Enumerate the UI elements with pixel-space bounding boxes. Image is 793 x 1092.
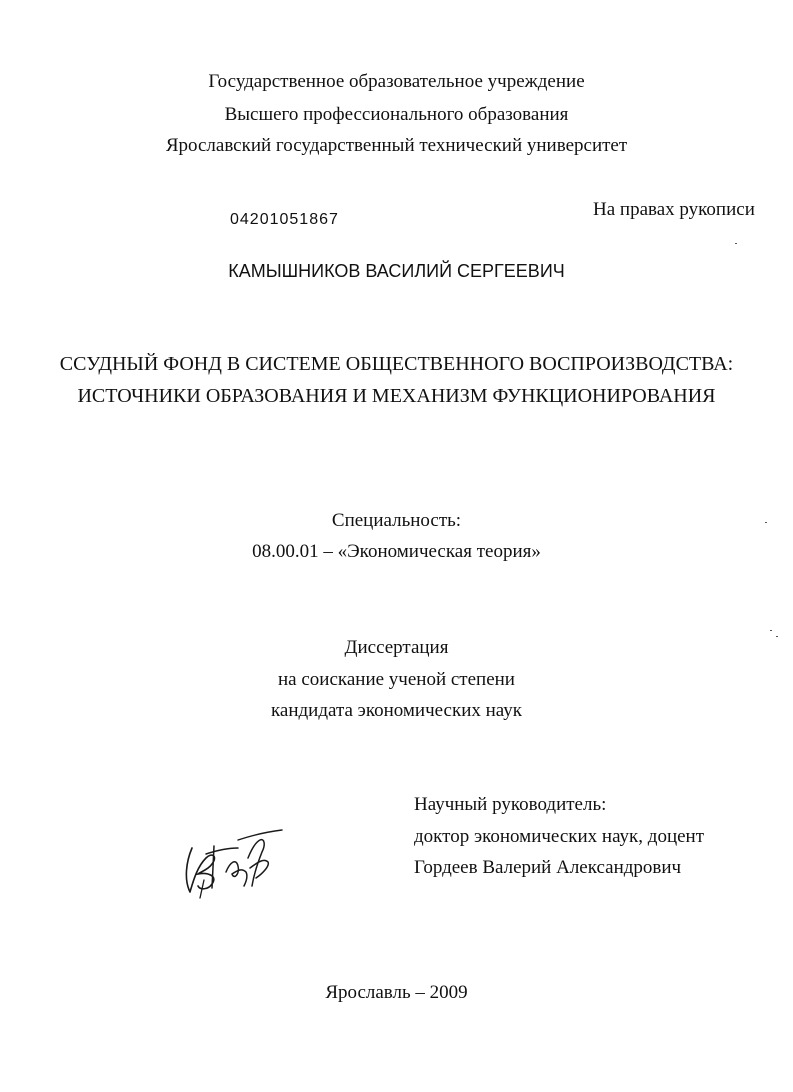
scan-speck <box>776 636 778 637</box>
institution-line-1: Государственное образовательное учреждение <box>208 71 585 92</box>
degree-name: кандидата экономических наук <box>270 700 523 721</box>
scan-speck <box>735 243 737 244</box>
dissertation-label: Диссертация <box>344 637 449 658</box>
supervisor-name: Гордеев Валерий Александрович <box>414 857 682 878</box>
institution-line-3: Ярославский государственный технический университет <box>165 135 628 156</box>
supervisor-degree: доктор экономических наук, доцент <box>414 826 705 847</box>
degree-purpose: на соискание ученой степени <box>278 669 515 690</box>
supervisor-label: Научный руководитель: <box>414 794 607 815</box>
dissertation-title-line-2: ИСТОЧНИКИ ОБРАЗОВАНИЯ И МЕХАНИЗМ ФУНКЦИОНИРОВАНИЯ <box>77 385 716 407</box>
scan-speck <box>770 630 772 631</box>
specialty-code: 08.00.01 – «Экономическая теория» <box>252 541 541 562</box>
manuscript-rights-note: На правах рукописи <box>593 199 755 220</box>
dissertation-title-line-1: ССУДНЫЙ ФОНД В СИСТЕМЕ ОБЩЕСТВЕННОГО ВОСПРОИЗВОДСТВА: <box>59 353 734 375</box>
archive-number: 04201051867 <box>230 211 339 228</box>
specialty-label: Специальность: <box>331 510 462 531</box>
institution-line-2: Высшего профессионального образования <box>224 104 569 125</box>
scan-speck <box>765 522 767 523</box>
handwritten-signature-icon <box>178 828 286 900</box>
author-name: КАМЫШНИКОВ ВАСИЛИЙ СЕРГЕЕВИЧ <box>228 261 565 281</box>
place-and-year: Ярославль – 2009 <box>325 982 468 1003</box>
